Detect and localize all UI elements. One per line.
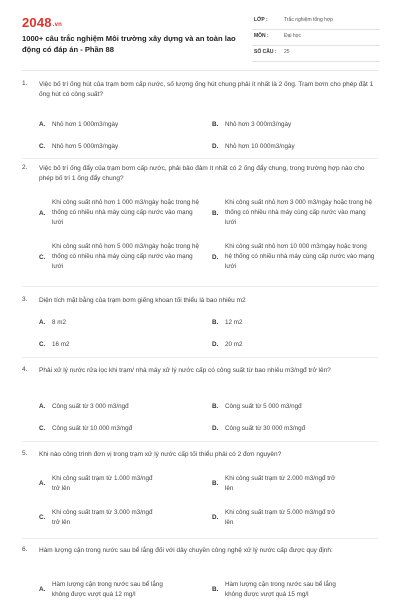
option-a[interactable]: A. Khi công suất trạm từ 1.000 m3/ngđ trở lên (39, 475, 153, 492)
question-number: 2. (22, 164, 28, 171)
header-divider (22, 70, 378, 71)
question-number: 5. (22, 450, 28, 457)
question-number: 1. (22, 80, 28, 87)
document-title: 1000+ câu trắc nghiệm Môi trường xây dựng và an toàn lao động có đáp án - Phần 88 (22, 34, 236, 54)
meta-class-row (252, 14, 380, 30)
question-text: Phải xử lý nước rửa lọc khi trạm/ nhà máy xử lý nước cấp có công suất từ bao nhiêu m3/ngđ trở lên? (39, 367, 331, 374)
option-d[interactable]: D. Khi công suất trạm từ 5.000 m3/ngđ trở lên (212, 509, 336, 526)
option-c[interactable]: C. Khi công suất nhỏ hơn 5 000 m3/ngày hoặc trong hệ thống có nhiều nhà máy cùng cấp nước vào mạng lưới (39, 243, 199, 270)
option-d[interactable]: D. Khi công suất nhỏ hơn 10 000 m3/ngày hoặc trong hệ thống có nhiều nhà máy cùng cấp nước vào mạng lưới (212, 243, 375, 270)
question-number: 3. (22, 296, 28, 303)
meta-value: 25 (284, 49, 290, 55)
option-b[interactable]: B. Khi công suất nhỏ hơn 3 000 m3/ngày hoặc trong hệ thống có nhiều nhà máy cùng cấp nước vào mạng lưới (212, 199, 372, 226)
option-a[interactable]: A. Khi công suất nhỏ hơn 1 000 m3/ngày hoặc trong hệ thống có nhiều nhà máy cùng cấp nước vào mạng lưới (39, 199, 199, 226)
meta-subject-row (252, 30, 380, 46)
question-divider (22, 441, 378, 442)
question-divider (22, 286, 378, 287)
question-divider (22, 357, 378, 358)
question-text: Diện tích mặt bằng của trạm bơm giếng khoan tối thiểu là bao nhiêu m2 (39, 297, 246, 304)
meta-count-row (252, 46, 380, 62)
document-meta (252, 14, 380, 62)
meta-label: MÔN : (254, 33, 269, 39)
question-text: Hàm lượng cặn trong nước sau bể lắng đối với dây chuyền công nghệ xử lý nước cấp được quy định: (39, 547, 333, 554)
option-a[interactable]: A. Hàm lượng cặn trong nước sau bể lắng không được vượt quá 12 mg/l (39, 581, 163, 598)
question-divider (22, 158, 378, 159)
option-b[interactable]: B. Khi công suất trạm từ 2.000 m3/ngđ trở lên (212, 475, 336, 492)
meta-label: LỚP : (254, 17, 268, 23)
question-number: 6. (22, 546, 28, 553)
question-divider (22, 538, 378, 539)
question-text: Khi nào công trình đơn vị trong trạm xử lý nước cấp tối thiểu phải có 2 đơn nguyên? (39, 451, 282, 458)
site-logo[interactable]: 2048.vn (22, 15, 63, 30)
meta-value: Đại học (284, 33, 301, 39)
meta-value: Trắc nghiệm tổng hợp (284, 17, 333, 23)
document-header (0, 0, 400, 66)
question-text: Việc bố trí ống hút của trạm bơm cấp nước, số lượng ống hút chung phải ít nhất là 2 ống. Trạm bơm cho phép đặt 1 ống hút có công suất? (39, 81, 374, 98)
question-number: 4. (22, 366, 28, 373)
option-b[interactable]: B. Hàm lượng cặn trong nước sau bể lắng không được vượt quá 15 mg/l (212, 581, 336, 598)
meta-label: SỐ CÂU : (254, 49, 277, 55)
option-c[interactable]: C. Khi công suất trạm từ 3.000 m3/ngđ trở lên (39, 509, 153, 526)
question-text: Việc bố trí ống đẩy của trạm bơm cấp nước, phải bảo đảm ít nhất có 2 ống đẩy chung, trong trường hợp nào cho phép bố trí 1 ống đẩy chung? (39, 165, 365, 182)
